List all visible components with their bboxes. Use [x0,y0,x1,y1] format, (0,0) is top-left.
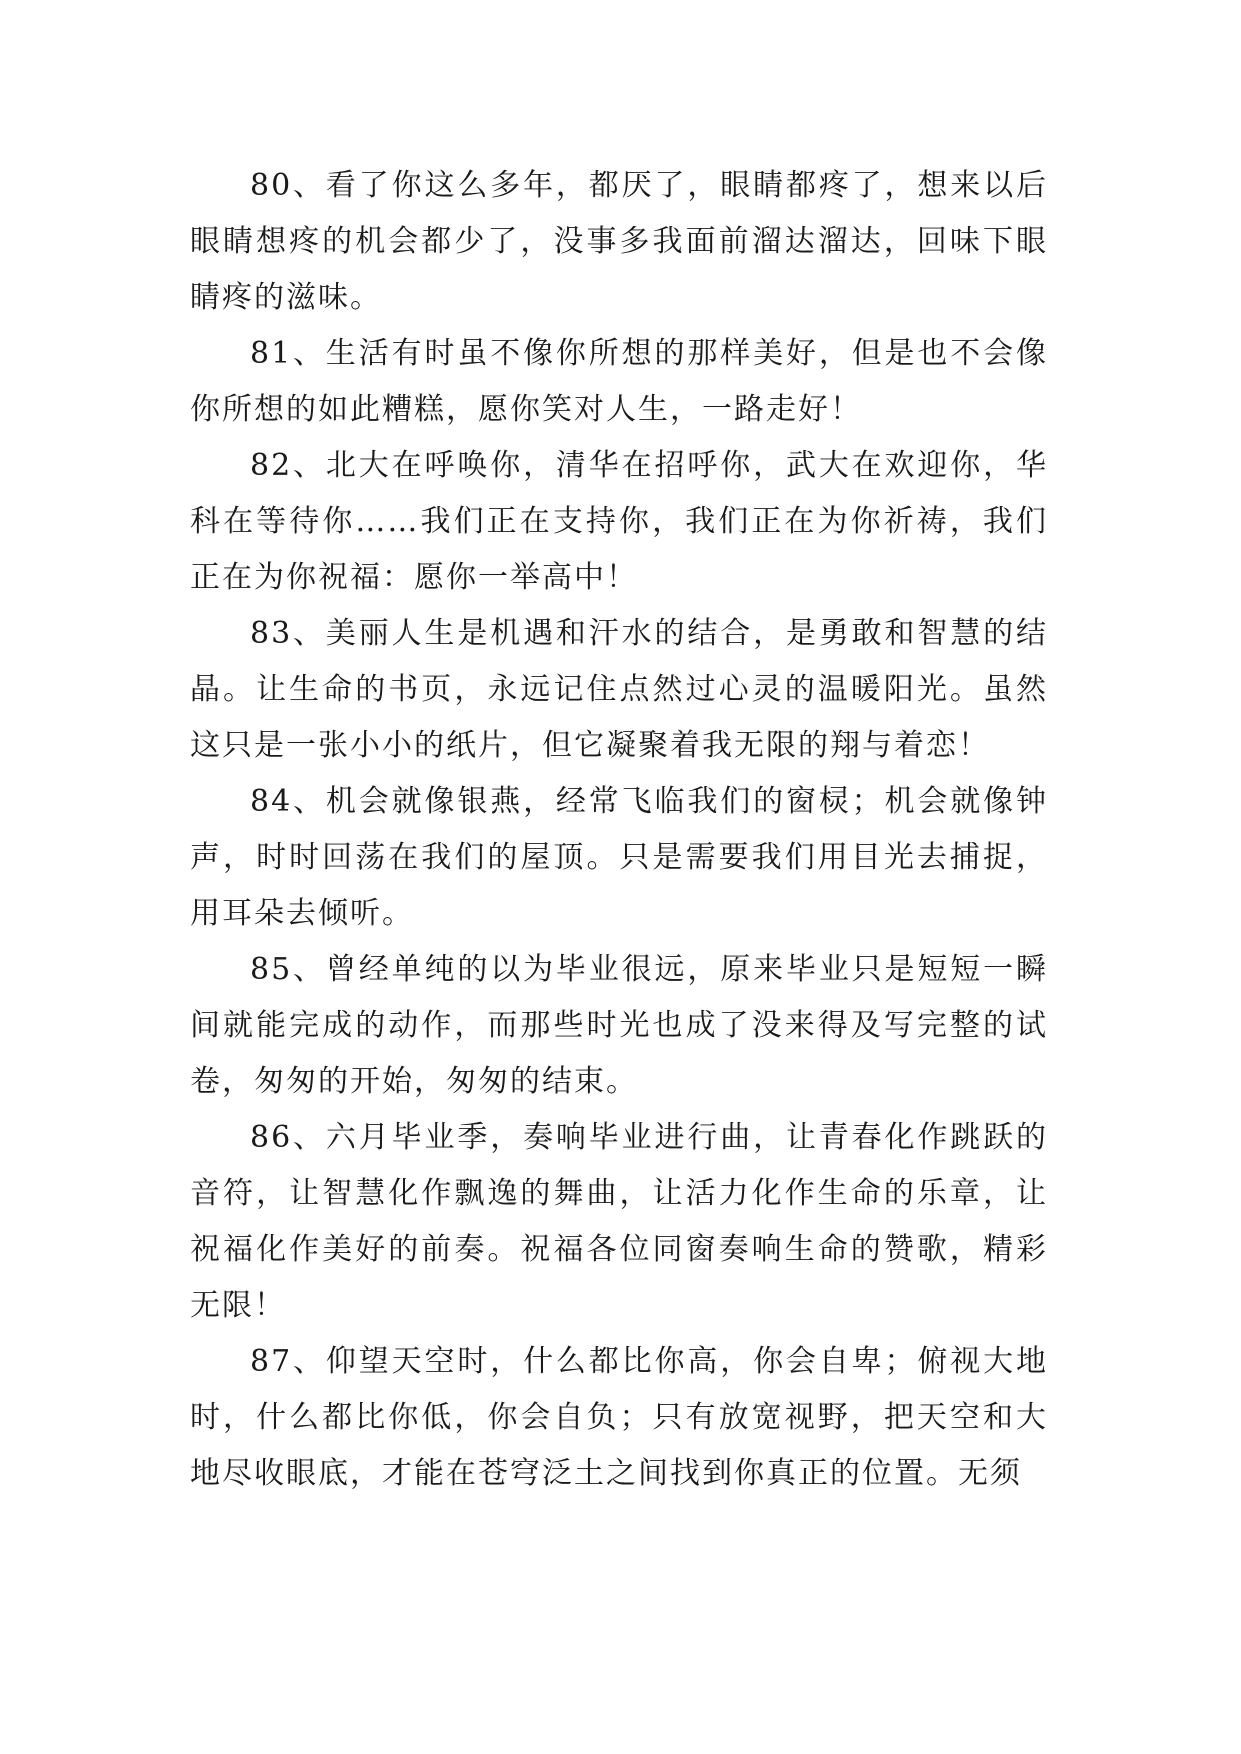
paragraph-85: 85、曾经单纯的以为毕业很远，原来毕业只是短短一瞬间就能完成的动作，而那些时光也成了没来得及写完整的试卷，匆匆的开始，匆匆的结束。 [190,952,1048,1099]
paragraph-83: 83、美丽人生是机遇和汗水的结合，是勇敢和智慧的结晶。让生命的书页，永远记住点然过心灵的温暖阳光。虽然这只是一张小小的纸片，但它凝聚着我无限的翔与着恋！ [190,616,1048,763]
paragraph-82: 82、北大在呼唤你，清华在招呼你，武大在欢迎你，华科在等待你……我们正在支持你，我们正在为你祈祷，我们正在为你祝福：愿你一举高中！ [190,448,1048,595]
paragraph-87: 87、仰望天空时，什么都比你高，你会自卑；俯视大地时，什么都比你低，你会自负；只有放宽视野，把天空和大地尽收眼底，才能在苍穹泛土之间找到你真正的位置。无须 [190,1344,1048,1491]
paragraph-81: 81、生活有时虽不像你所想的那样美好，但是也不会像你所想的如此糟糕，愿你笑对人生，一路走好！ [190,336,1048,427]
paragraph-80: 80、看了你这么多年，都厌了，眼睛都疼了，想来以后眼睛想疼的机会都少了，没事多我面前溜达溜达，回味下眼睛疼的滋味。 [190,168,1048,315]
paragraph-86: 86、六月毕业季，奏响毕业进行曲，让青春化作跳跃的音符，让智慧化作飘逸的舞曲，让活力化作生命的乐章，让祝福化作美好的前奏。祝福各位同窗奏响生命的赞歌，精彩无限！ [190,1120,1048,1323]
document-body [190,158,1048,1502]
paragraph-84: 84、机会就像银燕，经常飞临我们的窗棂；机会就像钟声，时时回荡在我们的屋顶。只是需要我们用目光去捕捉，用耳朵去倾听。 [190,784,1048,931]
